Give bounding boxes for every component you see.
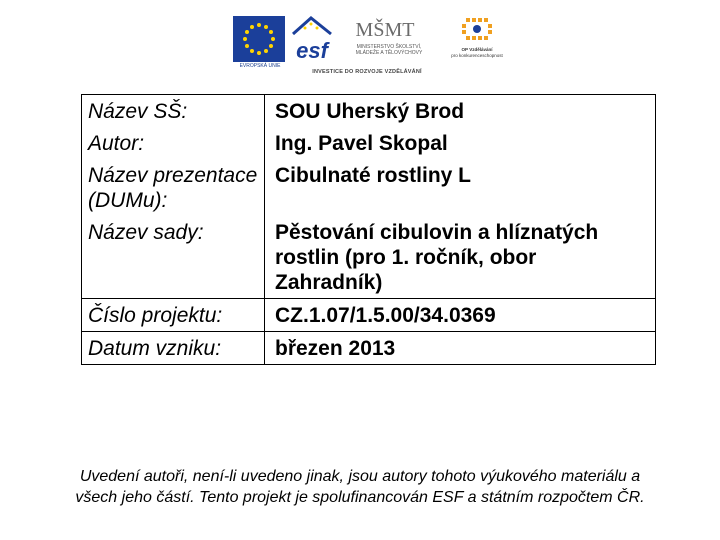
table-row bbox=[82, 332, 656, 365]
logo-banner bbox=[0, 0, 720, 82]
copyright-footer bbox=[20, 466, 700, 508]
op-logo bbox=[452, 16, 502, 44]
esf-logo-text: esf bbox=[296, 38, 328, 63]
esf-logo bbox=[287, 14, 337, 64]
project-number-label: Číslo projektu: bbox=[82, 299, 265, 332]
table-row bbox=[82, 159, 656, 216]
op-caption-line1: OP Vzdělávání bbox=[461, 47, 493, 52]
eu-caption: EVROPSKÁ UNIE bbox=[239, 63, 281, 69]
msmt-caption bbox=[344, 44, 434, 56]
school-name-value: SOU Uherský Brod bbox=[275, 100, 465, 123]
footer-line1: Uvedení autoři, není-li uvedeno jinak, jsou autory tohoto výukového materiálu a bbox=[79, 468, 641, 485]
author-label: Autor: bbox=[82, 127, 265, 159]
presentation-name-value: Cibulnaté rostliny L bbox=[275, 164, 472, 187]
school-name-label: Název SŠ: bbox=[82, 95, 265, 128]
presentation-name-label: Název prezentace (DUMu): bbox=[82, 159, 265, 216]
creation-date-label: Datum vzniku: bbox=[82, 332, 265, 365]
set-name-label: Název sady: bbox=[82, 216, 265, 299]
table-row bbox=[82, 216, 656, 299]
invest-caption: INVESTICE DO ROZVOJE VZDĚLÁVÁNÍ bbox=[312, 69, 422, 75]
creation-date-value: březen 2013 bbox=[265, 332, 656, 365]
msmt-caption-line1: MINISTERSTVO ŠKOLSTVÍ, bbox=[356, 44, 422, 50]
msmt-logo bbox=[355, 14, 415, 42]
table-row bbox=[82, 127, 656, 159]
project-number-value: CZ.1.07/1.5.00/34.0369 bbox=[265, 299, 656, 332]
msmt-logo-text: MŠMT bbox=[355, 19, 415, 41]
table-row bbox=[82, 299, 656, 332]
msmt-caption-line2: MLÁDEŽE A TĚLOVÝCHOVY bbox=[355, 50, 423, 56]
footer-line2: všech jeho částí. Tento projekt je spolufinancován ESF a státním rozpočtem ČR. bbox=[75, 489, 645, 506]
set-name-value: Pěstování cibulovin a hlíznatých rostlin (pro 1. ročník, obor Zahradník) bbox=[275, 221, 599, 294]
op-caption-line2: pro konkurenceschopnost bbox=[451, 52, 503, 58]
op-caption bbox=[446, 47, 508, 58]
author-value: Ing. Pavel Skopal bbox=[275, 132, 448, 155]
eu-flag-icon bbox=[233, 16, 285, 62]
project-info-table bbox=[81, 94, 656, 365]
table-row bbox=[82, 95, 656, 128]
